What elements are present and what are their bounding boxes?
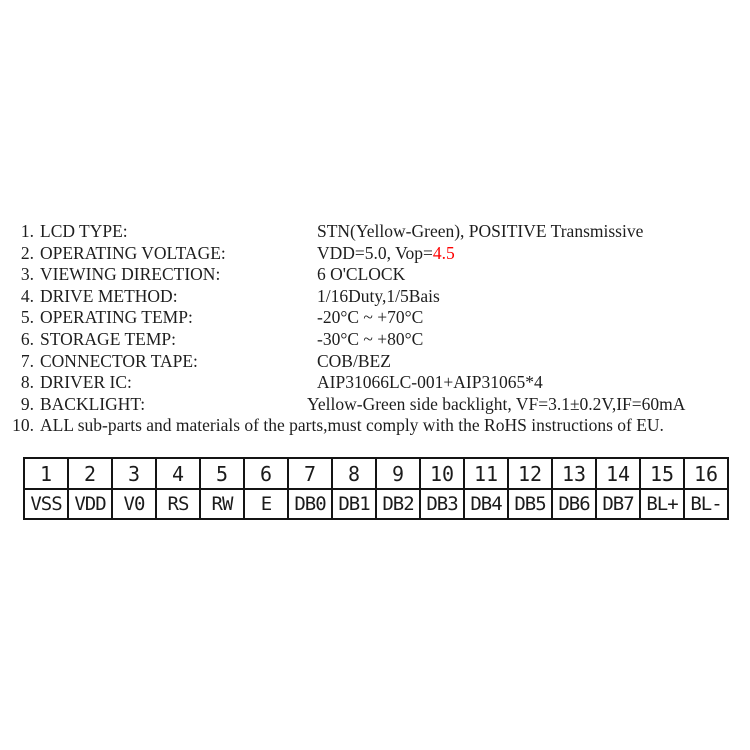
pin-name-cell: DB5: [508, 489, 552, 519]
spec-label: VIEWING DIRECTION:: [40, 264, 221, 285]
spec-label: CONNECTOR TAPE:: [40, 350, 198, 371]
spec-number: 4.: [20, 285, 34, 306]
spec-value: -30°C ~ +80°C: [317, 328, 424, 349]
pin-number-row: [24, 458, 728, 489]
spec-value: AIP31066LC-001+AIP31065*4: [317, 372, 543, 393]
pin-name-cell: RW: [200, 489, 244, 519]
pin-number-cell: 10: [420, 458, 464, 489]
spec-number: 5.: [20, 307, 34, 328]
pin-number-cell: 16: [684, 458, 728, 489]
pin-name-cell: DB0: [288, 489, 332, 519]
pin-name-cell: V0: [112, 489, 156, 519]
spec-row-lcd-type: [9, 221, 741, 243]
spec-row-rohs-note: [9, 415, 741, 437]
spec-number: 10.: [12, 415, 34, 436]
spec-label: DRIVE METHOD:: [40, 285, 178, 306]
spec-number: 8.: [20, 372, 34, 393]
spec-value: 6 O'CLOCK: [317, 264, 406, 285]
spec-row-backlight: [9, 394, 741, 416]
spec-row-drive-method: [9, 286, 741, 308]
spec-label: OPERATING TEMP:: [40, 307, 193, 328]
pin-number-cell: 6: [244, 458, 288, 489]
pin-name-cell: VDD: [68, 489, 112, 519]
spec-number: 1.: [20, 221, 34, 241]
spec-value: COB/BEZ: [317, 350, 391, 371]
spec-value: 1/16Duty,1/5Bais: [317, 285, 440, 306]
spec-row-operating-temp: [9, 307, 741, 329]
spec-number: 3.: [20, 264, 34, 285]
pin-number-cell: 5: [200, 458, 244, 489]
spec-row-driver-ic: [9, 372, 741, 394]
pin-name-cell: VSS: [24, 489, 68, 519]
pin-number-cell: 2: [68, 458, 112, 489]
pin-number-cell: 1: [24, 458, 68, 489]
spec-row-connector-tape: [9, 351, 741, 373]
pin-number-cell: 9: [376, 458, 420, 489]
pin-assignment-table: [23, 457, 729, 520]
pin-number-cell: 12: [508, 458, 552, 489]
spec-label: OPERATING VOLTAGE:: [40, 242, 226, 263]
spec-value: STN(Yellow-Green), POSITIVE Transmissive: [317, 221, 644, 241]
pin-name-cell: BL+: [640, 489, 684, 519]
pin-name-cell: BL-: [684, 489, 728, 519]
pin-name-cell: DB2: [376, 489, 420, 519]
pin-name-cell: DB3: [420, 489, 464, 519]
spec-number: 9.: [20, 393, 34, 414]
spec-label: ALL sub-parts and materials of the parts,must comply with the RoHS instructions of EU.: [40, 415, 664, 436]
spec-value: Yellow-Green side backlight, VF=3.1±0.2V,IF=60mA: [307, 393, 686, 414]
pin-name-cell: RS: [156, 489, 200, 519]
spec-label: BACKLIGHT:: [40, 393, 146, 414]
spec-number: 7.: [20, 350, 34, 371]
spec-list: [9, 221, 741, 437]
spec-label: DRIVER IC:: [40, 372, 132, 393]
spec-row-storage-temp: [9, 329, 741, 351]
spec-row-operating-voltage: [9, 243, 741, 265]
pin-name-row: [24, 489, 728, 519]
spec-number: 2.: [20, 242, 34, 263]
spec-value: -20°C ~ +70°C: [317, 307, 424, 328]
pin-name-cell: E: [244, 489, 288, 519]
highlighted-value: 4.5: [432, 242, 455, 263]
pin-name-cell: DB7: [596, 489, 640, 519]
spec-row-viewing-direction: [9, 264, 741, 286]
pin-number-cell: 8: [332, 458, 376, 489]
pin-name-cell: DB1: [332, 489, 376, 519]
pin-number-cell: 11: [464, 458, 508, 489]
spec-value: VDD=5.0, Vop=4.5: [317, 242, 455, 263]
pin-number-cell: 14: [596, 458, 640, 489]
pin-number-cell: 13: [552, 458, 596, 489]
pin-number-cell: 4: [156, 458, 200, 489]
pin-name-cell: DB4: [464, 489, 508, 519]
spec-label: STORAGE TEMP:: [40, 328, 176, 349]
spec-label: LCD TYPE:: [40, 221, 128, 241]
pin-number-cell: 15: [640, 458, 684, 489]
pin-number-cell: 7: [288, 458, 332, 489]
pin-name-cell: DB6: [552, 489, 596, 519]
spec-number: 6.: [20, 328, 34, 349]
pin-number-cell: 3: [112, 458, 156, 489]
